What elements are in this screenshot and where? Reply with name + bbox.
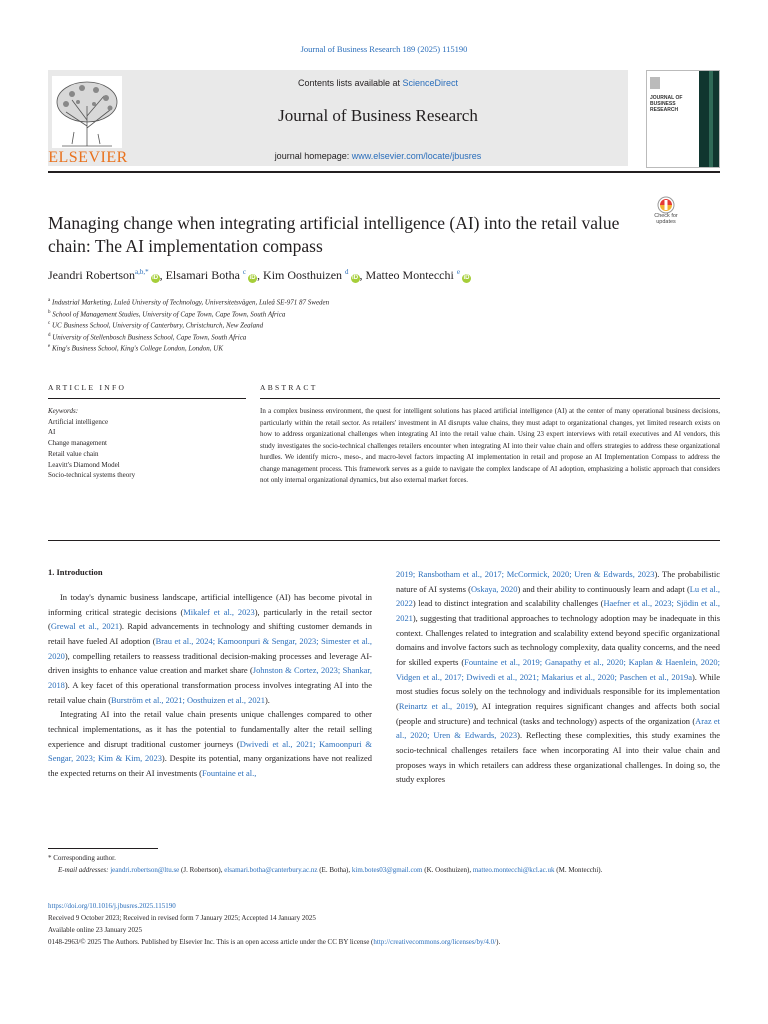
affiliation-sup: e <box>48 344 51 350</box>
body-column-left <box>48 590 372 781</box>
keyword-item: Change management <box>48 439 107 448</box>
journal-homepage-link[interactable]: www.elsevier.com/locate/jbusres <box>351 151 482 161</box>
citation-link[interactable]: Haefner et al., 2023; Sjödin et al., 2021 <box>396 598 720 623</box>
doi-link[interactable]: https://doi.org/10.1016/j.jbusres.2025.115190 <box>48 902 176 910</box>
license-suffix: ). <box>496 938 501 946</box>
paragraph-text: ). A key facet of this operational transformation process involves integrating AI into the retail value chain ( <box>48 679 372 705</box>
affiliation-item <box>48 308 648 320</box>
license-line <box>48 936 720 948</box>
masthead-rule <box>48 171 720 173</box>
citation-link[interactable]: Reinartz et al., 2019 <box>398 700 474 711</box>
paragraph-text: ), particularly in the retail sector ( <box>48 606 373 632</box>
contents-line <box>128 78 628 88</box>
abstract-heading: ABSTRACT <box>260 383 318 392</box>
keyword-item: Leavitt's Diamond Model <box>48 460 120 469</box>
article-title: Managing change when integrating artificial intelligence (AI) into the retail value chain: The AI implementation compass <box>48 213 620 256</box>
paragraph-text: ) and their ability to continuously learn and adapt ( <box>517 583 690 594</box>
keyword-item: Socio-technical systems theory <box>48 471 136 480</box>
intro-paragraph-continued <box>396 567 720 787</box>
elsevier-wordmark: ELSEVIER <box>48 149 128 166</box>
citation-link[interactable]: Araz et al., 2020; Uren & Edwards, 2023 <box>396 715 720 741</box>
publication-info <box>48 900 720 948</box>
paragraph-text: ), compelling retailers to reassess traditional decision-making processes and leverage AI-driven insights to enhance value creation and market share ( <box>48 650 372 676</box>
keyword-item: Retail value chain <box>48 449 99 458</box>
citation-link[interactable]: Brau et al., 2024; Kamoonpuri & Sengar, 2023; Simester et al., 2020 <box>48 635 373 661</box>
email-addresses <box>48 864 720 876</box>
abstract-rule <box>260 398 720 399</box>
affiliation-sup: a <box>48 298 51 303</box>
affiliation-sup: d <box>48 332 51 338</box>
orcid-icon[interactable]: iD <box>249 275 256 281</box>
author-affil-sup[interactable]: d <box>345 268 349 276</box>
citation-link[interactable]: Mikalef et al., 2023 <box>183 606 255 617</box>
email-owner: (M. Montecchi). <box>554 866 603 874</box>
email-owner: (K. Oosthuizen), <box>422 866 473 874</box>
keyword-item: AI <box>48 428 56 437</box>
keywords-block <box>48 406 246 481</box>
sciencedirect-link[interactable]: ScienceDirect <box>402 78 459 88</box>
body-column-right <box>396 567 720 787</box>
introduction-heading: 1. Introduction <box>48 567 103 577</box>
paragraph-text: ) lead to distinct integration and scalability challenges ( <box>412 598 604 609</box>
email-link[interactable]: matteo.montecchi@kcl.ac.uk <box>472 866 555 874</box>
paragraph-text: ). <box>264 694 270 705</box>
orcid-icon[interactable]: iD <box>152 275 159 281</box>
abstract-text: In a complex business environment, the quest for intelligent solutions has placed artificial intelligence (AI) at the center of many operational business decisions, particularly within the retail sector. As retailers' investment in AI disrupts value chains, they must adapt to organizational changes, yet limited research exists on how to address organizational challenges when integrating AI into the retail value chain. Using 23 expert interviews with retail executives and AI vendors, this study investigates the socio-technical challenges retailers encounter when integrating AI into their value chain and offers strategies to address these organizational hurdles. We identify micro-, meso-, and macro-level factors impacting AI implementation in retail and propose an AI Implementation Compass to address the change management process. This framework serves as a guide to navigate the complex landscape of AI adoption, emphasizing a holistic approach that considers not only internal organizational dynamics, but also external market forces. <box>260 407 720 485</box>
author-affil-sup[interactable]: e <box>456 268 460 276</box>
intro-paragraph-2 <box>48 707 372 780</box>
citation-link[interactable]: Fountaine et al., 2019; Ganapathy et al., 2020; Kaplan & Haenlein, 2020; Vidgen et al., 2017; Dwivedi et al., 2021; Makarius et al., 2020; Paschen et al., 2019a <box>396 656 720 682</box>
journal-homepage-line <box>128 151 628 161</box>
available-online: Available online 23 January 2025 <box>48 926 142 934</box>
affiliation-sup: c <box>48 321 51 327</box>
section-divider <box>48 540 720 541</box>
email-link[interactable]: elsamari.botha@canterbury.ac.nz <box>224 866 318 874</box>
received-dates: Received 9 October 2023; Received in revised form 7 January 2025; Accepted 14 January 2025 <box>48 914 316 922</box>
paragraph-text: Integrating AI into the retail value chain presents unique challenges compared to other technical implementations, as it has the potential to fundamentally alter the retail selling experience and disrupt traditional customer journeys ( <box>48 709 372 749</box>
license-text: 0148-2963/© 2025 The Authors. Published by Elsevier Inc. This is an open access article under the CC BY license ( <box>48 938 374 946</box>
keywords-label: Keywords: <box>48 407 79 415</box>
author-name[interactable]: Matteo Montecchi <box>365 268 454 282</box>
affiliation-list <box>48 296 648 354</box>
cover-stripe <box>709 71 713 167</box>
author-name[interactable]: Kim Oosthuizen <box>263 268 343 282</box>
email-link[interactable]: kim.botes03@gmail.com <box>351 866 423 874</box>
author-name[interactable]: Elsamari Botha <box>165 268 240 282</box>
check-for-updates-label[interactable]: Check for updates <box>654 213 678 225</box>
homepage-prefix: journal homepage: <box>274 151 352 161</box>
elsevier-tree-logo-icon <box>52 76 122 148</box>
author-list: Jeandri Robertson$^{a,b,*}$iD , Elsamari Botha $^c$iD , Kim Oosthuizen $^d$iD , Matteo Montecchi $^e$iD <box>48 268 470 282</box>
affiliation-text: Industrial Marketing, Luleå University of Technology, Universitetsvägen, Luleå SE-971 87 Sweden <box>51 298 330 307</box>
citation-link[interactable]: Fountaine et al., <box>201 767 257 778</box>
paragraph-text: In today's dynamic business landscape, artificial intelligence (AI) has become pivotal in informing critical strategic decisions ( <box>48 592 372 617</box>
author-affil-sup[interactable]: c <box>242 268 247 276</box>
paragraph-text: ), suggesting that traditional approaches to technology adoption may be inadequate in this context. Challenges related to integration and scalability extend beyond specific organizational domains and involve factors such as technology complexity, data quality concerns, and the need for skilled experts ( <box>396 612 720 667</box>
citation-link[interactable]: Burström et al., 2021; Oosthuizen et al., 2021 <box>111 694 265 705</box>
intro-paragraph-1 <box>48 590 372 707</box>
contents-prefix: Contents lists available at <box>297 78 403 88</box>
affiliation-text: University of Stellenbosch Business School, Cape Town, South Africa <box>52 332 247 341</box>
cover-title: JOURNAL OF BUSINESS RESEARCH <box>650 95 683 113</box>
affiliation-item <box>48 296 648 308</box>
journal-cover-thumbnail[interactable] <box>646 70 720 168</box>
citation-link[interactable]: Lu et al., 2022 <box>396 583 720 609</box>
email-label: E-mail addresses: <box>58 866 111 874</box>
orcid-icon[interactable]: iD <box>463 275 470 281</box>
corresponding-author-note: * Corresponding author. <box>48 854 116 862</box>
author-affil-sup[interactable]: a,b,* <box>134 268 149 276</box>
email-owner: (J. Robertson), <box>179 866 225 874</box>
paragraph-text: ). Reflecting these complexities, this study examines the socio-technical challenges retailers face when incorporating AI into their value chain and proposes ways in which retailers can address these organizational challenges. In doing so, the study explores <box>396 730 720 785</box>
affiliation-text: UC Business School, University of Canterbury, Christchurch, New Zealand <box>51 321 264 330</box>
paragraph-text: ). The probabilistic nature of AI systems ( <box>396 569 720 594</box>
paragraph-text: ), AI integration requires significant changes and affects both social (people and structure) and technical (tasks and technology) aspects of the organization ( <box>396 700 720 726</box>
affiliation-item <box>48 342 648 354</box>
paragraph-text: ). Despite its potential, many organizations have not realized the expected returns on their AI investments ( <box>48 753 372 778</box>
keyword-item: Artificial intelligence <box>48 417 109 426</box>
citation-link[interactable]: 2019; Ransbotham et al., 2017; McCormick, 2020; Uren & Edwards, 2023 <box>396 569 655 579</box>
running-head[interactable]: Journal of Business Research 189 (2025) 115190 <box>300 44 468 54</box>
journal-title: Journal of Business Research <box>278 106 478 125</box>
footnote-rule <box>48 848 158 849</box>
affiliation-text: King's Business School, King's College London, London, UK <box>51 344 223 353</box>
license-link[interactable]: http://creativecommons.org/licenses/by/4.0/ <box>373 938 497 946</box>
email-owner: (E. Botha), <box>317 866 352 874</box>
orcid-icon[interactable]: iD <box>352 275 359 281</box>
email-link[interactable]: jeandri.robertson@ltu.se <box>110 866 180 874</box>
affiliation-item <box>48 319 648 331</box>
article-info-rule <box>48 398 246 399</box>
citation-link[interactable]: Dwivedi et al., 2021; Kamoonpuri & Sengar, 2023; Kim & Kim, 2023 <box>48 738 372 764</box>
affiliation-text: School of Management Studies, University of Cape Town, Cape Town, South Africa <box>52 309 286 318</box>
affiliation-sup: b <box>48 309 51 315</box>
author-name[interactable]: Jeandri Robertson <box>48 268 135 282</box>
paragraph-text: ). Rapid advancements in technology and shifting customer demands in retail have fueled AI adoption ( <box>48 621 372 646</box>
article-info-heading: ARTICLE INFO <box>48 383 127 392</box>
citation-link[interactable]: Johnston & Cortez, 2023; Shankar, 2018 <box>48 665 372 690</box>
cover-emblem-icon <box>650 77 660 89</box>
citation-link[interactable]: Grewal et al., 2021 <box>50 621 120 632</box>
paragraph-text: ). While most studies focus solely on the technology and individuals responsible for its implementation ( <box>396 671 720 711</box>
affiliation-item <box>48 331 648 343</box>
citation-link[interactable]: Oskaya, 2020 <box>470 583 518 594</box>
